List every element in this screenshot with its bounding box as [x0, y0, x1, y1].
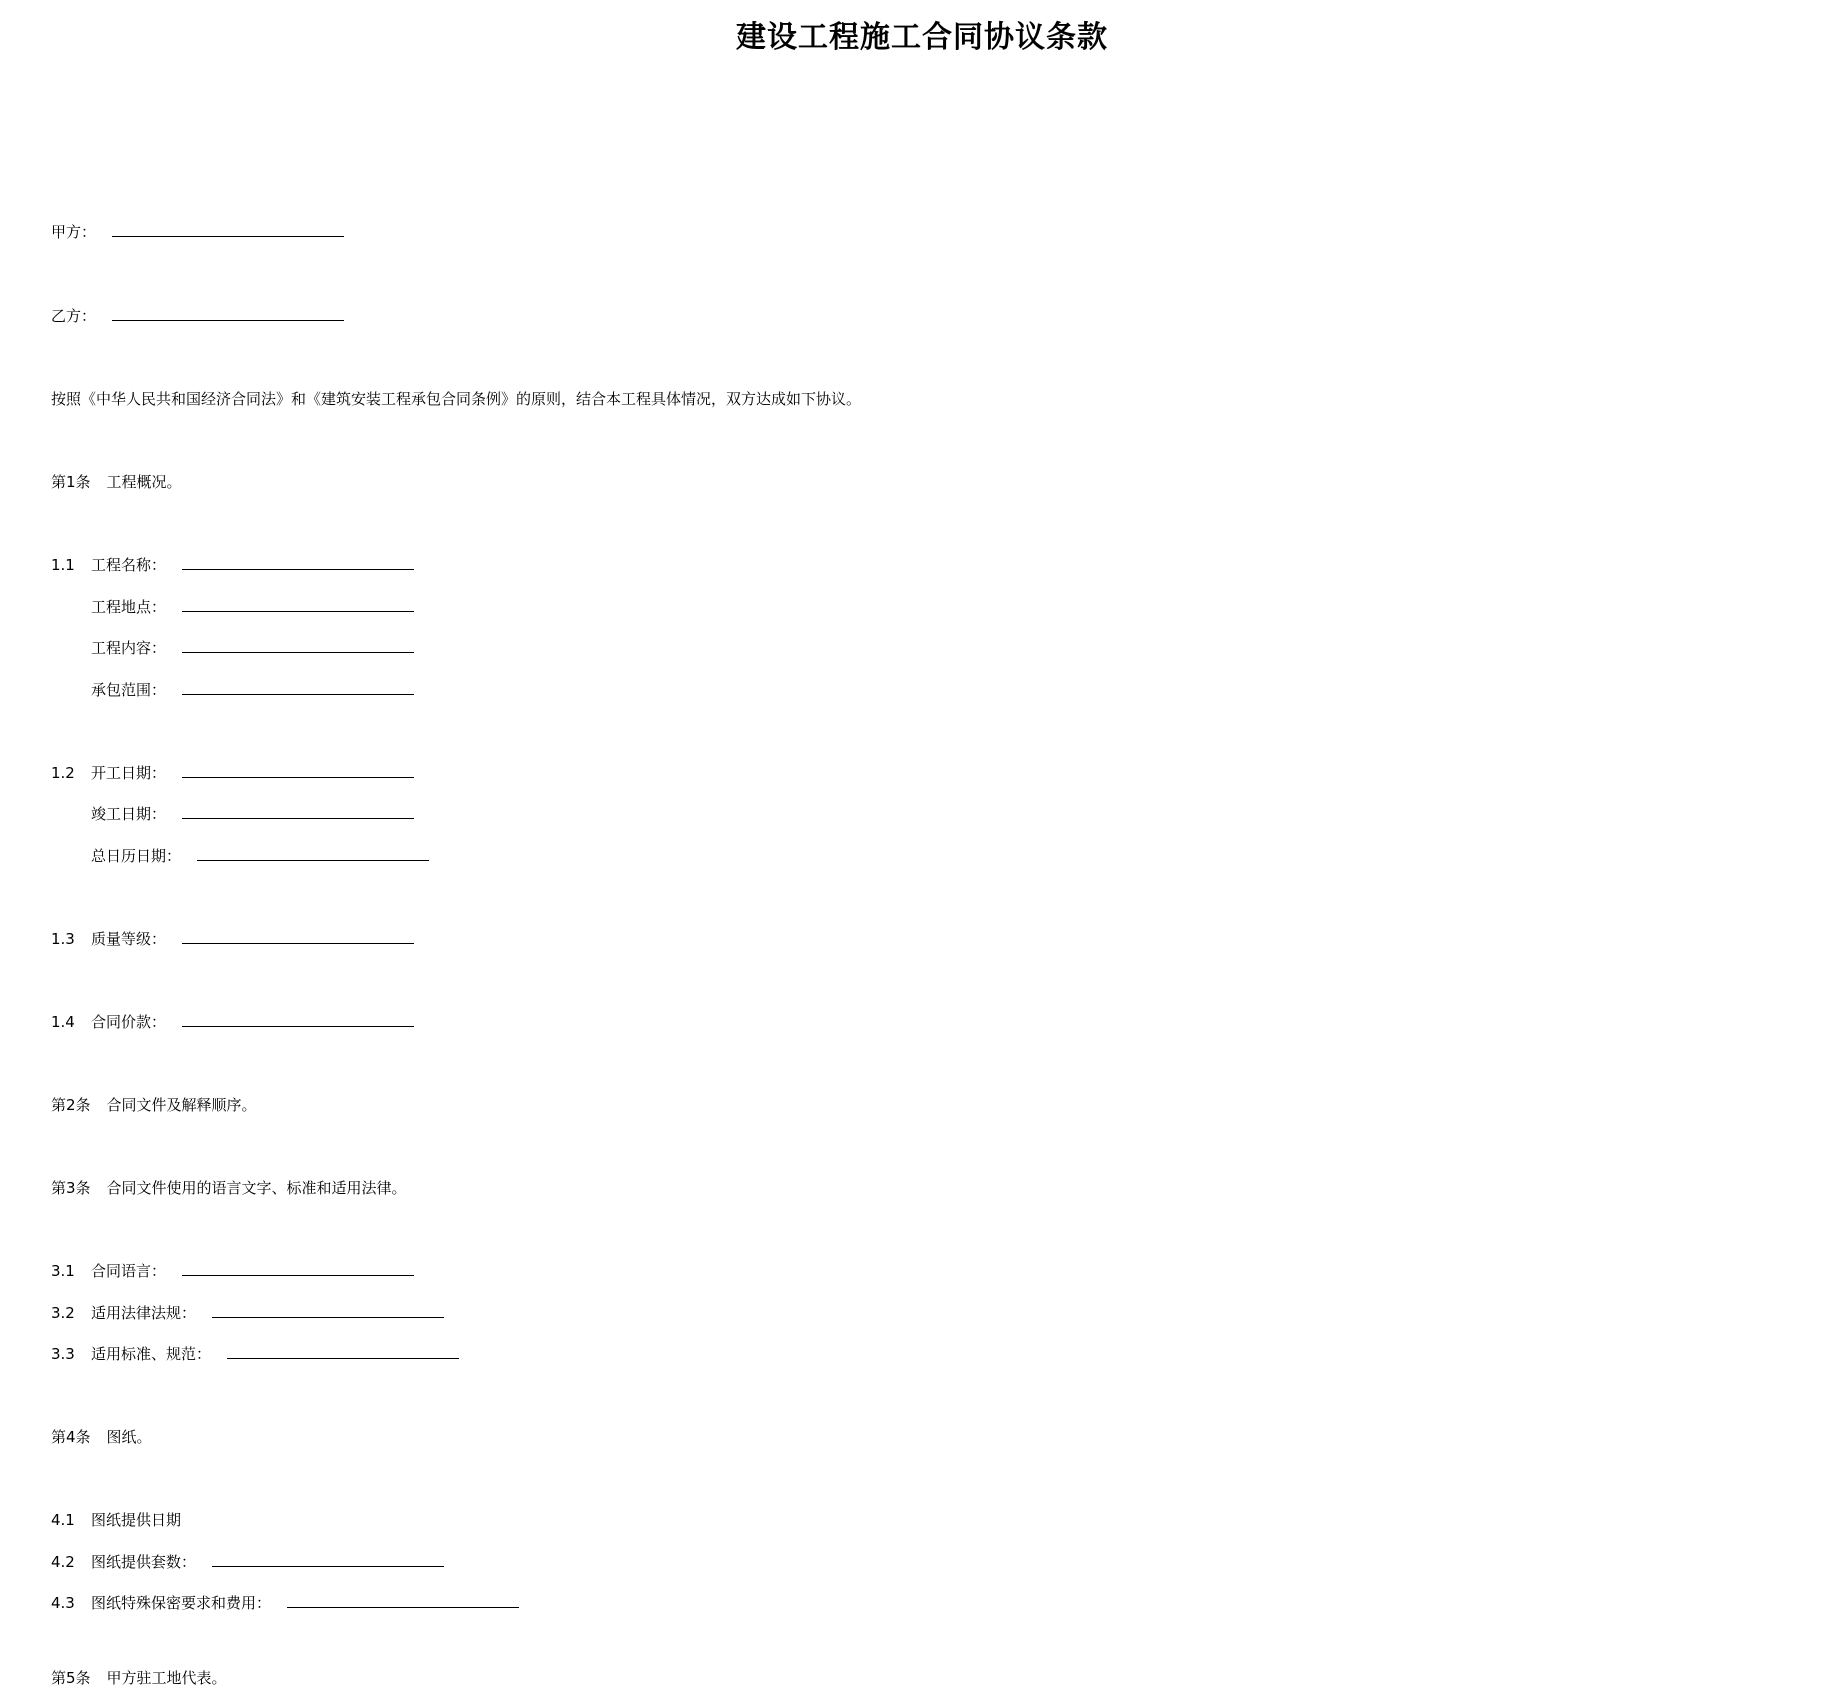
- project-location-label: 工程地点：: [91, 598, 167, 616]
- article-4-number: 第4条: [51, 1428, 91, 1446]
- clause-4-2: [51, 1551, 444, 1573]
- article-2-number: 第2条: [51, 1096, 91, 1114]
- completion-date-label: 竣工日期：: [91, 805, 167, 823]
- applicable-standards-blank[interactable]: [227, 1344, 459, 1359]
- preamble: 按照《中华人民共和国经济合同法》和《建筑安装工程承包合同条例》的原则，结合本工程具体情况，双方达成如下协议。: [51, 390, 862, 408]
- clause-number: 1.3: [51, 930, 75, 948]
- clause-1-4: [51, 1011, 414, 1033]
- clause-number: 4.2: [51, 1553, 75, 1571]
- clause-number: 1.4: [51, 1013, 75, 1031]
- drawing-sets-blank[interactable]: [212, 1552, 444, 1567]
- article-2-heading: [51, 1094, 257, 1116]
- party-a-line: [51, 221, 344, 243]
- drawing-confidentiality-label: 图纸特殊保密要求和费用：: [91, 1594, 272, 1612]
- project-name-label: 工程名称：: [91, 556, 167, 574]
- clause-number: 4.3: [51, 1594, 75, 1612]
- clause-number: 1.1: [51, 556, 75, 574]
- project-location-blank[interactable]: [182, 597, 414, 612]
- clause-4-1: [51, 1509, 181, 1531]
- clause-3-3: [51, 1343, 459, 1365]
- clause-1-1-content: [51, 637, 414, 659]
- party-b-line: [51, 305, 344, 327]
- contract-language-label: 合同语言：: [91, 1262, 167, 1280]
- drawing-date-label: 图纸提供日期: [91, 1511, 182, 1529]
- article-5-title: 甲方驻工地代表。: [106, 1669, 227, 1687]
- clause-1-1-scope: [51, 679, 414, 701]
- party-b-blank[interactable]: [112, 306, 344, 321]
- article-3-title: 合同文件使用的语言文字、标准和适用法律。: [106, 1179, 407, 1197]
- completion-date-blank[interactable]: [182, 804, 414, 819]
- article-1-number: 第1条: [51, 473, 91, 491]
- article-1-title: 工程概况。: [106, 473, 182, 491]
- article-2-title: 合同文件及解释顺序。: [106, 1096, 257, 1114]
- clause-1-2-total-days: [51, 845, 429, 867]
- clause-number: 3.1: [51, 1262, 75, 1280]
- applicable-standards-label: 适用标准、规范：: [91, 1345, 212, 1363]
- article-5-number: 第5条: [51, 1669, 91, 1687]
- clause-number: 3.3: [51, 1345, 75, 1363]
- clause-1-1-name: [51, 554, 414, 576]
- article-5-heading: [51, 1667, 227, 1689]
- applicable-law-label: 适用法律法规：: [91, 1304, 197, 1322]
- quality-grade-label: 质量等级：: [91, 930, 167, 948]
- project-name-blank[interactable]: [182, 555, 414, 570]
- quality-grade-blank[interactable]: [182, 929, 414, 944]
- clause-number: 4.1: [51, 1511, 75, 1529]
- document-title: 建设工程施工合同协议条款: [736, 20, 1108, 55]
- start-date-blank[interactable]: [182, 763, 414, 778]
- contract-language-blank[interactable]: [182, 1261, 414, 1276]
- clause-number: 3.2: [51, 1304, 75, 1322]
- clause-1-1-location: [51, 596, 414, 618]
- clause-3-1: [51, 1260, 414, 1282]
- article-4-heading: [51, 1426, 152, 1448]
- clause-4-3: [51, 1592, 519, 1614]
- contract-price-label: 合同价款：: [91, 1013, 167, 1031]
- party-a-label: 甲方：: [51, 223, 97, 241]
- clause-3-2: [51, 1302, 444, 1324]
- party-a-blank[interactable]: [112, 222, 344, 237]
- article-1-heading: [51, 471, 182, 493]
- drawing-confidentiality-blank[interactable]: [287, 1593, 519, 1608]
- party-b-label: 乙方：: [51, 307, 97, 325]
- clause-1-2-completion: [51, 803, 414, 825]
- clause-number: 1.2: [51, 764, 75, 782]
- contract-scope-blank[interactable]: [182, 680, 414, 695]
- clause-1-3: [51, 928, 414, 950]
- article-4-title: 图纸。: [106, 1428, 152, 1446]
- clause-1-2-start: [51, 762, 414, 784]
- article-3-number: 第3条: [51, 1179, 91, 1197]
- project-content-blank[interactable]: [182, 638, 414, 653]
- contract-scope-label: 承包范围：: [91, 681, 167, 699]
- drawing-sets-label: 图纸提供套数：: [91, 1553, 197, 1571]
- total-days-label: 总日历日期：: [91, 847, 182, 865]
- applicable-law-blank[interactable]: [212, 1303, 444, 1318]
- article-3-heading: [51, 1177, 407, 1199]
- project-content-label: 工程内容：: [91, 639, 167, 657]
- start-date-label: 开工日期：: [91, 764, 167, 782]
- contract-price-blank[interactable]: [182, 1012, 414, 1027]
- total-days-blank[interactable]: [197, 846, 429, 861]
